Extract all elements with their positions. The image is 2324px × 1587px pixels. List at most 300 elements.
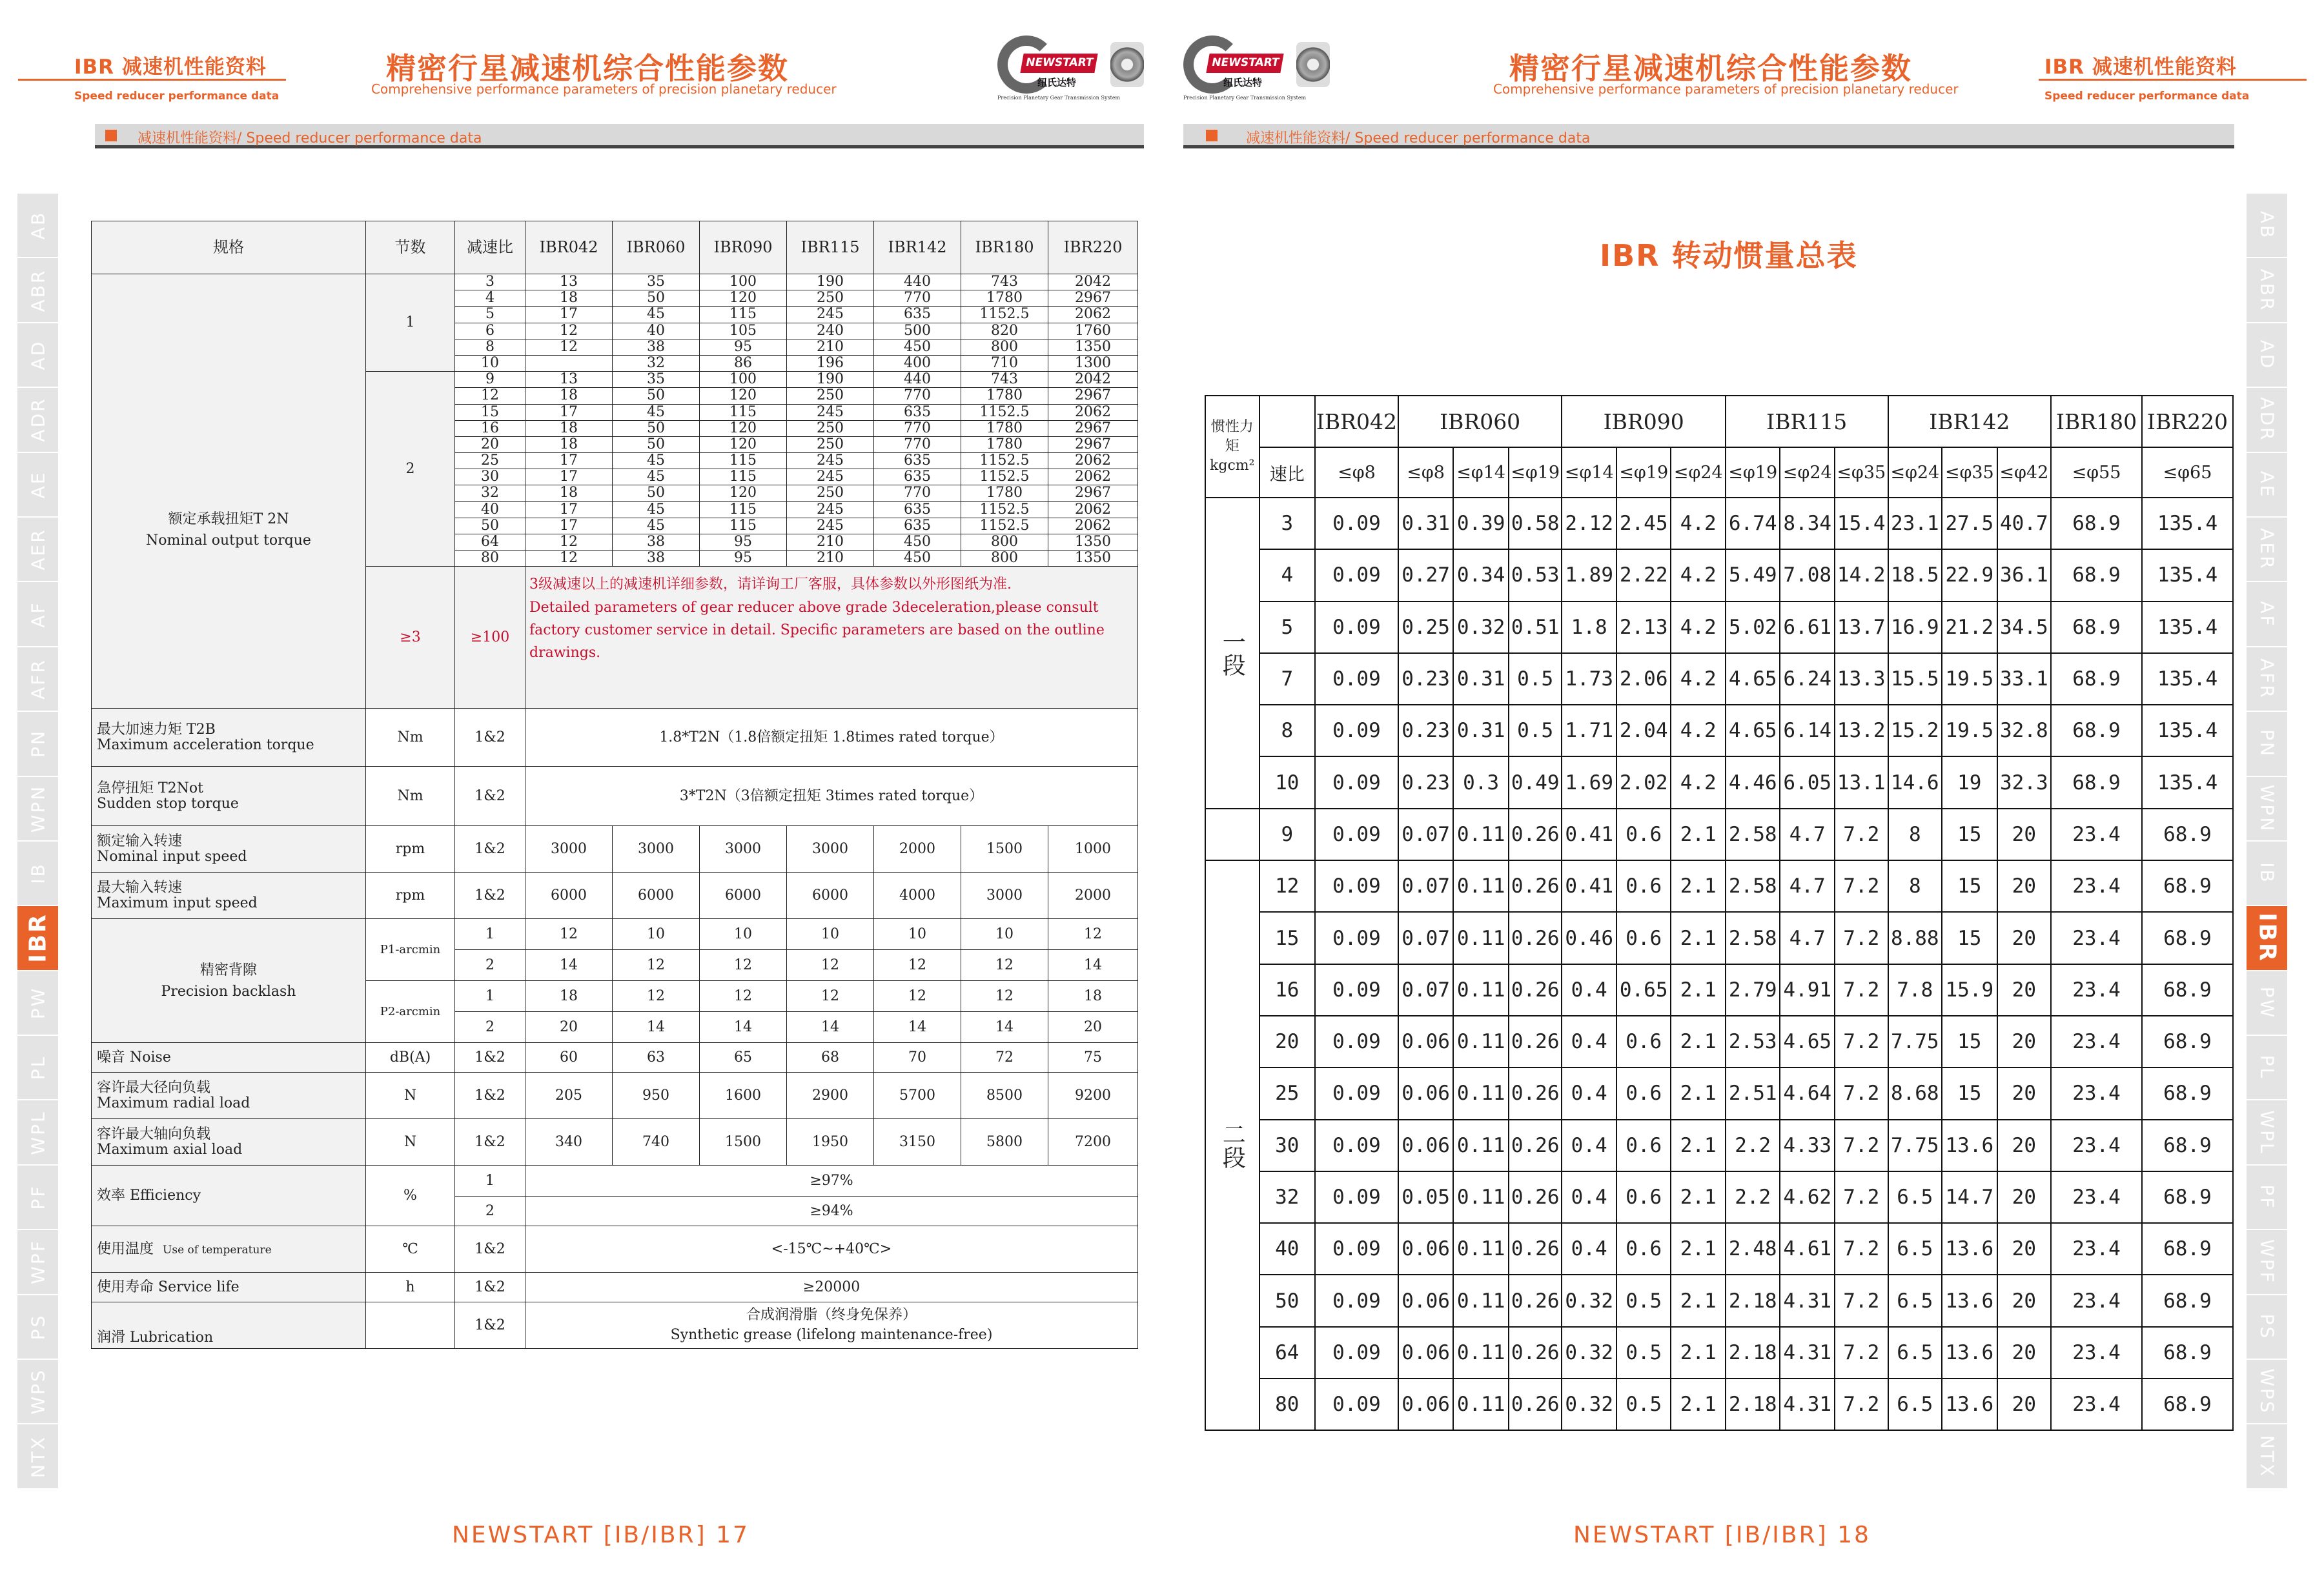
table-cell: 0.27 bbox=[1398, 549, 1454, 601]
side-tab-label: PF bbox=[27, 1184, 48, 1210]
table-cell: 635 bbox=[874, 469, 961, 485]
table-cell: 8.34 bbox=[1780, 498, 1835, 549]
side-tab-label: WPF bbox=[2256, 1239, 2278, 1285]
table-cell: 3000 bbox=[613, 826, 700, 873]
table-cell: 250 bbox=[787, 290, 874, 307]
stage-label: 一段 bbox=[1205, 498, 1259, 809]
table-cell: 2.1 bbox=[1671, 912, 1726, 964]
table-row bbox=[1205, 860, 2233, 912]
side-tab-ad[interactable] bbox=[2247, 323, 2287, 388]
table-cell: 12 bbox=[525, 919, 613, 950]
table-cell: 0.07 bbox=[1398, 809, 1454, 860]
table-cell: 0.09 bbox=[1315, 1223, 1398, 1275]
table-cell: 20 bbox=[1997, 860, 2052, 912]
column-header: IBR090 bbox=[700, 221, 787, 274]
performance-table bbox=[91, 221, 1138, 1349]
table-cell: 0.09 bbox=[1315, 1275, 1398, 1326]
table-cell: 15.9 bbox=[1942, 964, 1997, 1016]
table-cell: 0.39 bbox=[1453, 498, 1509, 549]
table-cell: 6 bbox=[455, 323, 525, 339]
table-cell: 14.7 bbox=[1942, 1171, 1997, 1223]
eff-row bbox=[92, 1166, 1138, 1197]
table-cell: 13 bbox=[525, 274, 613, 290]
row-label-cn: 使用温度 bbox=[97, 1240, 154, 1257]
table-cell: 15 bbox=[1259, 912, 1316, 964]
nominal_speed-row bbox=[92, 826, 1138, 873]
model-header: IBR115 bbox=[1726, 396, 1888, 447]
row-label-cn: 精密背隙 bbox=[199, 962, 257, 978]
table-cell: 38 bbox=[613, 551, 700, 567]
table-cell: 15 bbox=[1942, 1016, 1997, 1067]
orange-square-icon bbox=[105, 130, 117, 141]
table-cell: 35 bbox=[613, 372, 700, 388]
row-label-cn: 容许最大径向负载 bbox=[97, 1079, 211, 1096]
table-cell: 8.88 bbox=[1888, 912, 1942, 964]
table-cell: 0.26 bbox=[1509, 1067, 1562, 1119]
table-cell: 3 bbox=[455, 274, 525, 290]
table-cell: 0.06 bbox=[1398, 1016, 1454, 1067]
table-cell: 0.6 bbox=[1616, 1223, 1671, 1275]
side-tab-ib[interactable] bbox=[17, 842, 58, 906]
table-cell: 68.9 bbox=[2051, 705, 2142, 756]
backlash-row bbox=[92, 919, 1138, 950]
table-cell: 0.06 bbox=[1398, 1067, 1454, 1119]
table-row bbox=[1205, 1171, 2233, 1223]
side-tab-wpf[interactable] bbox=[2247, 1230, 2287, 1295]
side-tab-wps[interactable] bbox=[2247, 1360, 2287, 1424]
stage-label: 二段 bbox=[1205, 860, 1259, 1430]
side-tab-ae[interactable] bbox=[2247, 453, 2287, 518]
side-tab-label: NTX bbox=[2256, 1435, 2278, 1478]
ratio-header: 速比 bbox=[1259, 447, 1316, 498]
table-cell: 68.9 bbox=[2142, 1379, 2233, 1430]
table-cell: 0.32 bbox=[1453, 601, 1509, 653]
table-cell: 32.8 bbox=[1997, 705, 2052, 756]
side-tab-ibr[interactable] bbox=[17, 906, 58, 971]
table-cell: 23.4 bbox=[2051, 912, 2142, 964]
table-cell: 0.09 bbox=[1315, 809, 1398, 860]
shaft-header: ≤φ14 bbox=[1453, 447, 1509, 498]
table-cell: 21.2 bbox=[1942, 601, 1997, 653]
side-tab-af[interactable] bbox=[17, 582, 58, 647]
table-cell: 68.9 bbox=[2051, 653, 2142, 705]
table-cell: 4.64 bbox=[1780, 1067, 1835, 1119]
table-cell: 23.4 bbox=[2051, 809, 2142, 860]
unit-cell: ℃ bbox=[366, 1226, 455, 1273]
table-cell: 0.26 bbox=[1509, 1327, 1562, 1379]
table-cell: 0.49 bbox=[1509, 756, 1562, 808]
table-cell: 635 bbox=[874, 453, 961, 469]
table-cell: 0.31 bbox=[1453, 653, 1509, 705]
table-cell: 2062 bbox=[1048, 404, 1138, 420]
table-cell: 2.53 bbox=[1726, 1016, 1780, 1067]
side-tab-ab[interactable] bbox=[17, 194, 58, 258]
table-cell: 38 bbox=[613, 339, 700, 355]
table-cell: 950 bbox=[613, 1073, 700, 1119]
side-tab-label: IB bbox=[2256, 862, 2278, 884]
table-cell: 1.73 bbox=[1562, 653, 1616, 705]
side-tab-afr[interactable] bbox=[17, 647, 58, 712]
table-cell: 19.5 bbox=[1942, 705, 1997, 756]
note-cell: 3级减速以上的减速机详细参数，请详询工厂客服，具体参数以外形图纸为准. Detailed parameters of gear reducer above grade 3deceleration,please consult factory customer service in detail. Specific parameters are based on the outline drawings. bbox=[525, 567, 1138, 709]
unit-cell: h bbox=[366, 1273, 455, 1302]
column-header: 减速比 bbox=[455, 221, 525, 274]
table-cell: 8500 bbox=[961, 1073, 1048, 1119]
torque-label bbox=[92, 274, 366, 709]
table-cell: 13 bbox=[525, 372, 613, 388]
table-cell: 0.09 bbox=[1315, 912, 1398, 964]
model-header: IBR060 bbox=[1398, 396, 1562, 447]
table-cell: 12 bbox=[961, 981, 1048, 1012]
table-row bbox=[1205, 1327, 2233, 1379]
table-cell: 4.65 bbox=[1726, 653, 1780, 705]
table-cell: 2062 bbox=[1048, 453, 1138, 469]
side-tab-ps[interactable] bbox=[17, 1295, 58, 1360]
shaft-header: ≤φ24 bbox=[1780, 447, 1835, 498]
table-row bbox=[1205, 601, 2233, 653]
table-cell: 0.41 bbox=[1562, 809, 1616, 860]
side-tab-ntx[interactable] bbox=[17, 1424, 58, 1489]
table-cell: 50 bbox=[613, 388, 700, 404]
side-tab-label: WPF bbox=[27, 1239, 48, 1285]
table-cell: 4.2 bbox=[1671, 498, 1726, 549]
table-cell: 1500 bbox=[700, 1119, 787, 1166]
left-section-bar-text: 减速机性能资料/ Speed reducer performance data bbox=[138, 130, 482, 147]
table-cell: 5800 bbox=[961, 1119, 1048, 1166]
row-label-cn: 额定输入转速 bbox=[97, 833, 183, 849]
logo-cn: 纽氏达特 bbox=[1223, 77, 1263, 88]
side-tab-ab[interactable] bbox=[2247, 194, 2287, 258]
table-cell: 12 bbox=[455, 388, 525, 404]
table-cell: 4.62 bbox=[1780, 1171, 1835, 1223]
row-label-cn: 急停扭矩 T2Not bbox=[97, 780, 204, 796]
shaft-header: ≤φ35 bbox=[1835, 447, 1888, 498]
table-cell: 0.26 bbox=[1509, 860, 1562, 912]
side-tab-label: PL bbox=[27, 1055, 48, 1080]
right-logo bbox=[1183, 35, 1332, 100]
side-tab-afr[interactable] bbox=[2247, 647, 2287, 712]
table-cell: 1152.5 bbox=[961, 453, 1048, 469]
table-cell: 14 bbox=[874, 1012, 961, 1043]
table-cell: 40 bbox=[455, 501, 525, 518]
side-tab-ae[interactable] bbox=[17, 453, 58, 518]
table-cell: 0.6 bbox=[1616, 860, 1671, 912]
table-cell: 2.1 bbox=[1671, 1379, 1726, 1430]
table-cell: 0.4 bbox=[1562, 1016, 1616, 1067]
table-cell: 7200 bbox=[1048, 1119, 1138, 1166]
table-cell: 1.71 bbox=[1562, 705, 1616, 756]
table-cell: 1350 bbox=[1048, 534, 1138, 551]
side-tab-pn[interactable] bbox=[17, 712, 58, 776]
table-cell: 2.2 bbox=[1726, 1120, 1780, 1171]
side-tab-abr[interactable] bbox=[17, 258, 58, 323]
table-cell: 7.2 bbox=[1835, 809, 1888, 860]
side-tab-wpn[interactable] bbox=[2247, 777, 2287, 842]
table-cell: 0.4 bbox=[1562, 1223, 1616, 1275]
table-cell: 1152.5 bbox=[961, 404, 1048, 420]
table-cell: 2.18 bbox=[1726, 1275, 1780, 1326]
table-cell: 18 bbox=[525, 388, 613, 404]
table-cell: 18 bbox=[525, 981, 613, 1012]
side-tab-ntx[interactable] bbox=[2247, 1424, 2287, 1489]
table-cell: 8 bbox=[1259, 705, 1316, 756]
row-label: 润滑 Lubrication bbox=[92, 1302, 366, 1349]
table-cell: 10 bbox=[874, 919, 961, 950]
table-cell: 2.58 bbox=[1726, 860, 1780, 912]
table-cell: 16 bbox=[455, 420, 525, 436]
side-tab-ibr[interactable] bbox=[2247, 906, 2287, 971]
side-tab-pw[interactable] bbox=[17, 971, 58, 1036]
table-cell: 1950 bbox=[787, 1119, 874, 1166]
value-cell: 3*T2N（3倍额定扭矩 3times rated torque） bbox=[525, 767, 1138, 826]
table-cell: 1152.5 bbox=[961, 307, 1048, 323]
table-cell: 0.6 bbox=[1616, 1120, 1671, 1171]
side-tab-label: PS bbox=[27, 1313, 48, 1340]
side-tab-pn[interactable] bbox=[2247, 712, 2287, 776]
side-tab-aer[interactable] bbox=[17, 518, 58, 582]
table-cell: 0.11 bbox=[1453, 1379, 1509, 1430]
table-cell: 20 bbox=[1997, 964, 2052, 1016]
table-cell: 5 bbox=[455, 307, 525, 323]
side-tab-label: AB bbox=[2256, 211, 2278, 240]
table-cell: 635 bbox=[874, 307, 961, 323]
stage-cell: 1&2 bbox=[455, 1302, 525, 1349]
side-tab-label: IBR bbox=[2254, 913, 2280, 964]
table-cell: 2000 bbox=[1048, 873, 1138, 919]
table-cell: 19.5 bbox=[1942, 653, 1997, 705]
table-cell: 0.32 bbox=[1562, 1275, 1616, 1326]
table-cell: 38 bbox=[613, 534, 700, 551]
side-tab-abr[interactable] bbox=[2247, 258, 2287, 323]
table-cell: 2967 bbox=[1048, 388, 1138, 404]
table-cell: 17 bbox=[525, 501, 613, 518]
side-tab-label: AD bbox=[27, 339, 48, 370]
table-cell: 115 bbox=[700, 501, 787, 518]
table-cell: 115 bbox=[700, 453, 787, 469]
table-cell: 4000 bbox=[874, 873, 961, 919]
table-cell: 190 bbox=[787, 372, 874, 388]
side-tab-pf[interactable] bbox=[17, 1166, 58, 1230]
table-cell: 250 bbox=[787, 420, 874, 436]
side-tab-adr[interactable] bbox=[2247, 388, 2287, 452]
table-cell: 14 bbox=[700, 1012, 787, 1043]
side-tab-wpn[interactable] bbox=[17, 777, 58, 842]
torque-label-en: Nominal output torque bbox=[146, 532, 311, 549]
table-row bbox=[92, 274, 1138, 290]
unit-cell: rpm bbox=[366, 826, 455, 873]
table-cell: 5700 bbox=[874, 1073, 961, 1119]
table-cell: 12 bbox=[787, 950, 874, 981]
table-cell: 2.2 bbox=[1726, 1171, 1780, 1223]
logo-tagline: Precision Planetary Gear Transmission System bbox=[997, 95, 1121, 101]
row-label-cn: 最大加速力矩 T2B bbox=[97, 721, 216, 738]
side-tab-ps[interactable] bbox=[2247, 1295, 2287, 1360]
table-row bbox=[1205, 1120, 2233, 1171]
table-cell: 64 bbox=[1259, 1327, 1316, 1379]
column-header: IBR220 bbox=[1048, 221, 1138, 274]
row-label: 效率 Efficiency bbox=[92, 1166, 366, 1226]
table-cell: 6000 bbox=[525, 873, 613, 919]
column-header: IBR060 bbox=[613, 221, 700, 274]
table-cell: 17 bbox=[525, 404, 613, 420]
column-header: IBR180 bbox=[961, 221, 1048, 274]
table-cell: 4.7 bbox=[1780, 860, 1835, 912]
table-cell: 68.9 bbox=[2142, 964, 2233, 1016]
table-cell: 4.2 bbox=[1671, 653, 1726, 705]
left-section-bar bbox=[95, 124, 1144, 148]
table-cell: 12 bbox=[700, 981, 787, 1012]
side-tab-label: AE bbox=[2256, 470, 2278, 499]
table-cell: 95 bbox=[700, 339, 787, 355]
side-tab-pl[interactable] bbox=[17, 1036, 58, 1100]
table-row bbox=[1205, 1275, 2233, 1326]
table-cell: 12 bbox=[525, 551, 613, 567]
table-cell: 1300 bbox=[1048, 355, 1138, 371]
corner-text: 惯性力矩kgcm² bbox=[1210, 419, 1255, 474]
table-cell: 120 bbox=[700, 436, 787, 452]
table-cell: 20 bbox=[525, 1012, 613, 1043]
table-cell: 4.2 bbox=[1671, 549, 1726, 601]
side-tab-label: WPN bbox=[2256, 784, 2278, 833]
row-label bbox=[92, 873, 366, 919]
table-cell: 2.02 bbox=[1616, 756, 1671, 808]
table-cell: 0.58 bbox=[1509, 498, 1562, 549]
table-cell: 3000 bbox=[700, 826, 787, 873]
header-row bbox=[1205, 396, 2233, 447]
table-cell: 3000 bbox=[525, 826, 613, 873]
side-tab-wpf[interactable] bbox=[17, 1230, 58, 1295]
table-cell: 68.9 bbox=[2051, 601, 2142, 653]
row-label-en: Maximum acceleration torque bbox=[97, 736, 314, 753]
side-tab-pw[interactable] bbox=[2247, 971, 2287, 1036]
stage-cell: 1&2 bbox=[455, 709, 525, 767]
table-cell: 743 bbox=[961, 372, 1048, 388]
table-cell: 22.9 bbox=[1942, 549, 1997, 601]
table-cell: 15.4 bbox=[1835, 498, 1888, 549]
axial-row bbox=[92, 1119, 1138, 1166]
table-cell: 2 bbox=[455, 1012, 525, 1043]
value-cell: <-15℃~+40℃> bbox=[525, 1226, 1138, 1273]
side-tab-label: WPL bbox=[27, 1110, 48, 1155]
column-header: IBR142 bbox=[874, 221, 961, 274]
table-cell: 1780 bbox=[961, 290, 1048, 307]
table-cell: 16.9 bbox=[1888, 601, 1942, 653]
table-cell: 7.2 bbox=[1835, 1171, 1888, 1223]
table-cell: 120 bbox=[700, 290, 787, 307]
side-tab-ib[interactable] bbox=[2247, 842, 2287, 906]
table-cell: 0.06 bbox=[1398, 1275, 1454, 1326]
table-cell: 0.5 bbox=[1509, 653, 1562, 705]
table-cell: 13.6 bbox=[1942, 1275, 1997, 1326]
shaft-header: ≤φ65 bbox=[2142, 447, 2233, 498]
side-tab-label: PL bbox=[2256, 1055, 2278, 1080]
table-cell: 2.1 bbox=[1671, 964, 1726, 1016]
table-cell: 23.4 bbox=[2051, 1120, 2142, 1171]
table-cell: 20 bbox=[1997, 1120, 2052, 1171]
table-cell: 820 bbox=[961, 323, 1048, 339]
table-cell: 5.49 bbox=[1726, 549, 1780, 601]
side-tab-wpl[interactable] bbox=[2247, 1100, 2287, 1165]
table-cell: 0.51 bbox=[1509, 601, 1562, 653]
table-cell: 115 bbox=[700, 518, 787, 534]
table-cell: 0.11 bbox=[1453, 912, 1509, 964]
side-tab-adr[interactable] bbox=[17, 388, 58, 452]
table-cell: 0.65 bbox=[1616, 964, 1671, 1016]
table-cell: 20 bbox=[455, 436, 525, 452]
table-cell: 6.14 bbox=[1780, 705, 1835, 756]
side-tab-label: IB bbox=[27, 862, 48, 884]
left-header-subtitle: Speed reducer performance data bbox=[74, 90, 280, 103]
side-tab-aer[interactable] bbox=[2247, 518, 2287, 582]
table-cell: 20 bbox=[1048, 1012, 1138, 1043]
table-cell: 2.13 bbox=[1616, 601, 1671, 653]
side-tab-pf[interactable] bbox=[2247, 1166, 2287, 1230]
table-cell: 19 bbox=[1942, 756, 1997, 808]
table-cell: 18 bbox=[525, 436, 613, 452]
table-cell: 770 bbox=[874, 436, 961, 452]
table-cell: 0.07 bbox=[1398, 860, 1454, 912]
side-tab-label: ADR bbox=[2256, 397, 2278, 442]
table-cell: 6.05 bbox=[1780, 756, 1835, 808]
table-cell: 0.06 bbox=[1398, 1379, 1454, 1430]
table-cell: 10 bbox=[455, 355, 525, 371]
table-cell: 12 bbox=[961, 950, 1048, 981]
side-tab-wpl[interactable] bbox=[17, 1100, 58, 1165]
inertia-table bbox=[1205, 395, 2234, 1431]
table-cell: 0.09 bbox=[1315, 498, 1398, 549]
lube-value-en: Synthetic grease (lifelong maintenance-free) bbox=[670, 1326, 993, 1343]
table-cell: 7.2 bbox=[1835, 1327, 1888, 1379]
table-cell: 4.31 bbox=[1780, 1327, 1835, 1379]
table-cell: 0.05 bbox=[1398, 1171, 1454, 1223]
side-tab-wps[interactable] bbox=[17, 1360, 58, 1424]
table-cell: 4.7 bbox=[1780, 809, 1835, 860]
table-cell: 13.6 bbox=[1942, 1379, 1997, 1430]
table-cell: 0.26 bbox=[1509, 1171, 1562, 1223]
table-cell: 14 bbox=[787, 1012, 874, 1043]
stage-cell: 2 bbox=[366, 372, 455, 567]
table-cell: 12 bbox=[613, 950, 700, 981]
table-cell: 1350 bbox=[1048, 551, 1138, 567]
side-tab-ad[interactable] bbox=[17, 323, 58, 388]
table-cell: 440 bbox=[874, 274, 961, 290]
table-cell: 20 bbox=[1997, 1379, 2052, 1430]
table-cell: 15 bbox=[455, 404, 525, 420]
left-main-subtitle: Comprehensive performance parameters of precision planetary reducer bbox=[371, 81, 837, 97]
table-cell: 14 bbox=[1048, 950, 1138, 981]
table-cell: 45 bbox=[613, 307, 700, 323]
table-cell: 68.9 bbox=[2142, 1171, 2233, 1223]
table-cell: 1152.5 bbox=[961, 501, 1048, 518]
table-cell: 2.1 bbox=[1671, 860, 1726, 912]
table-cell: 2.1 bbox=[1671, 1016, 1726, 1067]
row-label-cn: 容许最大轴向负载 bbox=[97, 1126, 211, 1142]
side-tab-pl[interactable] bbox=[2247, 1036, 2287, 1100]
shaft-header: ≤φ24 bbox=[1671, 447, 1726, 498]
table-cell: 6.5 bbox=[1888, 1327, 1942, 1379]
side-tab-label: AD bbox=[2256, 339, 2278, 370]
side-tab-af[interactable] bbox=[2247, 582, 2287, 647]
table-cell: 440 bbox=[874, 372, 961, 388]
inertia-table-title: IBR 转动惯量总表 bbox=[1600, 238, 1858, 273]
table-cell: 740 bbox=[613, 1119, 700, 1166]
table-cell: 2.1 bbox=[1671, 1223, 1726, 1275]
table-cell: 0.09 bbox=[1315, 705, 1398, 756]
table-cell: 13.6 bbox=[1942, 1223, 1997, 1275]
table-cell: 2.18 bbox=[1726, 1327, 1780, 1379]
table-row bbox=[1205, 1016, 2233, 1067]
side-tab-label: ADR bbox=[27, 397, 48, 442]
